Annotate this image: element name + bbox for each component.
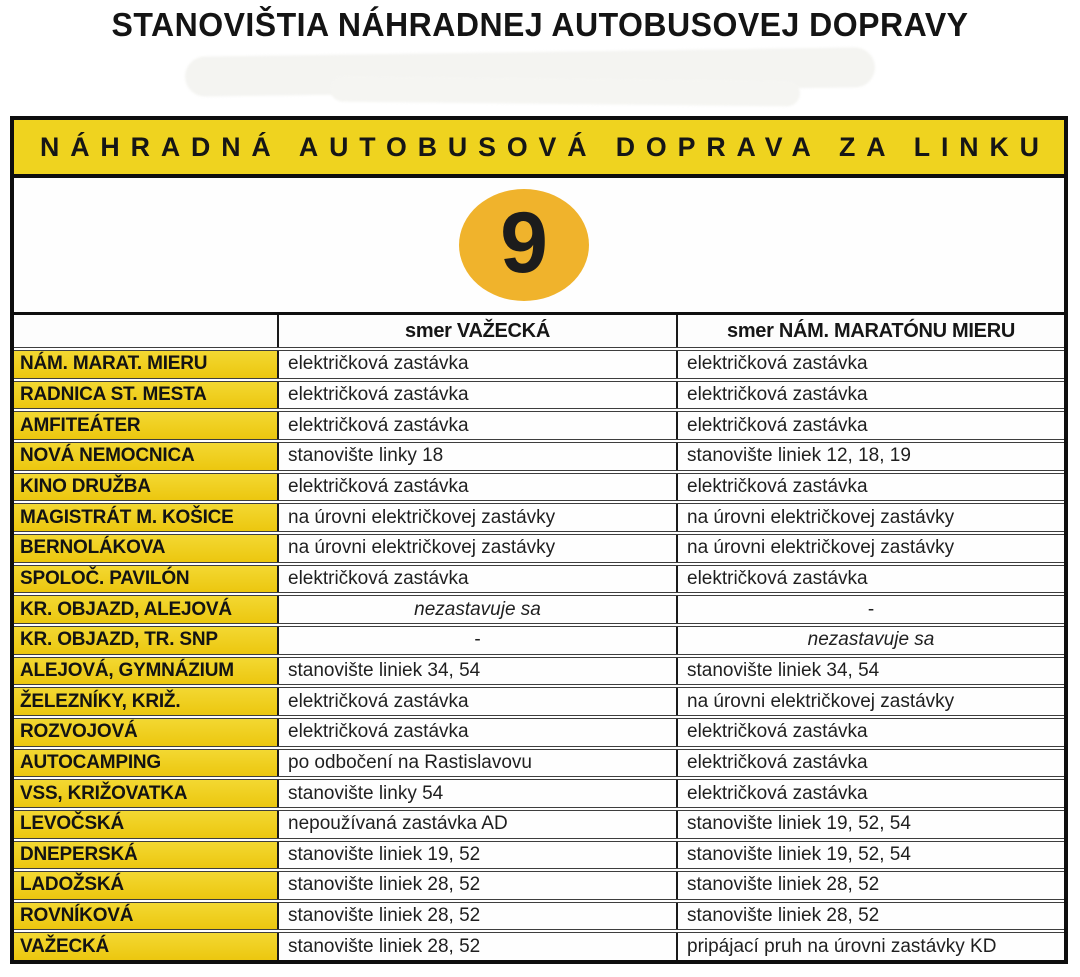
erased-text-smudge-2 [330,76,800,107]
direction-vazecka-cell: električková zastávka [278,686,677,717]
stop-name-cell: KR. OBJAZD, TR. SNP [14,625,278,656]
line-number-badge [459,189,589,301]
stop-name-cell: ALEJOVÁ, GYMNÁZIUM [14,656,278,687]
banner [14,120,1064,178]
direction-vazecka-cell: - [278,625,677,656]
direction-maratonu-cell: električková zastávka [677,349,1064,380]
stop-name-cell: BERNOLÁKOVA [14,533,278,564]
table-row [14,502,1064,533]
table-row [14,870,1064,901]
direction-maratonu-cell: električková zastávka [677,472,1064,503]
table-row [14,410,1064,441]
direction-maratonu-cell: na úrovni električkovej zastávky [677,533,1064,564]
stop-name-cell: ROZVOJOVÁ [14,717,278,748]
direction-vazecka-cell: električková zastávka [278,564,677,595]
direction-maratonu-cell: stanovište liniek 28, 52 [677,870,1064,901]
direction-vazecka-cell: nepoužívaná zastávka AD [278,809,677,840]
stop-name-cell: KINO DRUŽBA [14,472,278,503]
direction-vazecka-cell: stanovište liniek 28, 52 [278,931,677,960]
direction-vazecka-cell: stanovište liniek 28, 52 [278,901,677,932]
table-row [14,656,1064,687]
direction-maratonu-cell: električková zastávka [677,748,1064,779]
line-number: 9 [500,195,548,291]
stop-name-cell: AUTOCAMPING [14,748,278,779]
direction-maratonu-cell: pripájací pruh na úrovni zastávky KD [677,931,1064,960]
direction-maratonu-cell: stanovište liniek 34, 54 [677,656,1064,687]
direction-maratonu-cell: na úrovni električkovej zastávky [677,502,1064,533]
direction-vazecka-cell: električková zastávka [278,380,677,411]
stop-name-cell: DNEPERSKÁ [14,840,278,871]
notice-board [10,116,1068,964]
direction-maratonu-cell: stanovište liniek 19, 52, 54 [677,809,1064,840]
table-row [14,533,1064,564]
direction-vazecka-cell: na úrovni električkovej zastávky [278,502,677,533]
header-row [14,315,1064,349]
table-row [14,594,1064,625]
direction-maratonu-cell: stanovište liniek 12, 18, 19 [677,441,1064,472]
table-row [14,686,1064,717]
direction-maratonu-cell: električková zastávka [677,380,1064,411]
direction-vazecka-header: smer VAŽECKÁ [278,315,677,349]
banner-text: NÁHRADNÁ AUTOBUSOVÁ DOPRAVA ZA LINKU [39,131,1050,162]
direction-vazecka-cell: električková zastávka [278,410,677,441]
table-row [14,717,1064,748]
stop-name-cell: ROVNÍKOVÁ [14,901,278,932]
direction-maratonu-cell: stanovište liniek 19, 52, 54 [677,840,1064,871]
stop-name-cell: VSS, KRIŽOVATKA [14,778,278,809]
stop-name-cell: LEVOČSKÁ [14,809,278,840]
direction-vazecka-cell: stanovište linky 54 [278,778,677,809]
table-row [14,625,1064,656]
direction-maratonu-cell: - [677,594,1064,625]
direction-vazecka-cell: po odbočení na Rastislavovu [278,748,677,779]
direction-maratonu-header: smer NÁM. MARATÓNU MIERU [677,315,1064,349]
direction-maratonu-cell: nezastavuje sa [677,625,1064,656]
table-row [14,809,1064,840]
direction-vazecka-cell: na úrovni električkovej zastávky [278,533,677,564]
table-row [14,778,1064,809]
stop-name-cell: MAGISTRÁT M. KOŠICE [14,502,278,533]
direction-maratonu-cell: električková zastávka [677,410,1064,441]
direction-maratonu-cell: stanovište liniek 28, 52 [677,901,1064,932]
table-row [14,901,1064,932]
direction-maratonu-cell: na úrovni električkovej zastávky [677,686,1064,717]
table-row [14,380,1064,411]
direction-vazecka-cell: stanovište linky 18 [278,441,677,472]
table-row [14,564,1064,595]
stop-name-cell: LADOŽSKÁ [14,870,278,901]
table-row [14,441,1064,472]
direction-vazecka-cell: električková zastávka [278,349,677,380]
stops-table [14,315,1064,960]
page-title: STANOVIŠTIA NÁHRADNEJ AUTOBUSOVEJ DOPRAVY [111,6,969,43]
stop-name-cell: NÁM. MARAT. MIERU [14,349,278,380]
stop-name-cell: ŽELEZNÍKY, KRIŽ. [14,686,278,717]
direction-maratonu-cell: električková zastávka [677,564,1064,595]
line-badge-section [14,178,1064,315]
stop-name-column-header [14,315,278,349]
stop-name-cell: RADNICA ST. MESTA [14,380,278,411]
direction-vazecka-cell: stanovište liniek 34, 54 [278,656,677,687]
direction-vazecka-cell: stanovište liniek 19, 52 [278,840,677,871]
direction-vazecka-cell: nezastavuje sa [278,594,677,625]
stop-name-cell: SPOLOČ. PAVILÓN [14,564,278,595]
direction-vazecka-cell: električková zastávka [278,717,677,748]
stops-table-body [14,349,1064,960]
direction-maratonu-cell: električková zastávka [677,717,1064,748]
table-row [14,748,1064,779]
stop-name-cell: KR. OBJAZD, ALEJOVÁ [14,594,278,625]
table-row [14,472,1064,503]
stops-grid-wrap [14,315,1064,960]
table-row [14,349,1064,380]
table-row [14,931,1064,960]
direction-maratonu-cell: električková zastávka [677,778,1064,809]
stop-name-cell: AMFITEÁTER [14,410,278,441]
direction-vazecka-cell: električková zastávka [278,472,677,503]
table-row [14,840,1064,871]
stop-name-cell: NOVÁ NEMOCNICA [14,441,278,472]
direction-vazecka-cell: stanovište liniek 28, 52 [278,870,677,901]
stop-name-cell: VAŽECKÁ [14,931,278,960]
